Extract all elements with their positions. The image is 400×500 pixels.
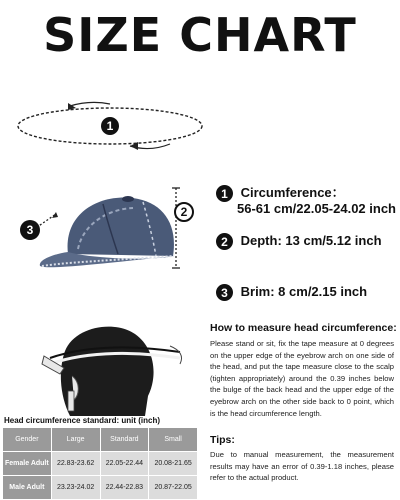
- table-cell: Female Adult: [3, 452, 52, 476]
- spec-depth-label: Depth: 13 cm/5.12 inch: [240, 233, 382, 248]
- measure-heading: How to measure head circumference:: [210, 322, 397, 334]
- spec-circumference-value: 56-61 cm/22.05-24.02 inch: [237, 201, 396, 216]
- table-row: [3, 476, 198, 500]
- table-header: Large: [51, 428, 100, 452]
- table-cell: 23.23-24.02: [51, 476, 100, 500]
- tips-text: Due to manual measurement, the measurement results may have an error of 0.39-1.18 inches, please refer to the actual product.: [210, 450, 394, 483]
- table-cell: 22.05-22.44: [100, 452, 149, 476]
- page-title: SIZE CHART: [43, 8, 357, 62]
- table-cell: Male Adult: [3, 476, 52, 500]
- spec-brim: [216, 284, 367, 301]
- table-header: Standard: [100, 428, 149, 452]
- table-row: [3, 452, 198, 476]
- number-2-icon: 2: [216, 233, 233, 250]
- table-header: Small: [149, 428, 198, 452]
- brim-marker: 3: [26, 223, 34, 237]
- table-caption: Head circumference standard: unit (inch): [4, 416, 161, 425]
- number-1-icon: 1: [216, 185, 233, 202]
- head-measure-illustration: [20, 316, 190, 416]
- depth-marker: 2: [180, 205, 188, 219]
- circumference-marker: 1: [106, 119, 114, 133]
- table-header-row: [3, 428, 198, 452]
- spec-circumference-label: Circumference：: [240, 185, 345, 200]
- table-header: Gender: [3, 428, 52, 452]
- table-cell: 22.83-23.62: [51, 452, 100, 476]
- table-cell: 20.87-22.05: [149, 476, 198, 500]
- cap-illustration: [8, 184, 198, 279]
- spec-brim-label: Brim: 8 cm/2.15 inch: [240, 284, 368, 299]
- table-cell: 20.08-21.65: [149, 452, 198, 476]
- number-3-icon: 3: [216, 284, 233, 301]
- size-table: [2, 427, 198, 500]
- spec-depth: [216, 233, 382, 250]
- tips-heading: Tips:: [210, 434, 235, 446]
- circumference-diagram: [10, 96, 210, 156]
- spec-circumference: [216, 182, 345, 202]
- table-cell: 22.44-22.83: [100, 476, 149, 500]
- measure-instructions: Please stand or sit, fix the tape measure at 0 degrees on the upper edge of the eyebrow arch on one side of the head, and put the tape measure close to the scalp (tighten appropriately) around the 0.39 inches below the bulge of the back head and the upper edge of the eyebrow arch on the other side back to 0 point, which is the head circumference length.: [210, 339, 394, 418]
